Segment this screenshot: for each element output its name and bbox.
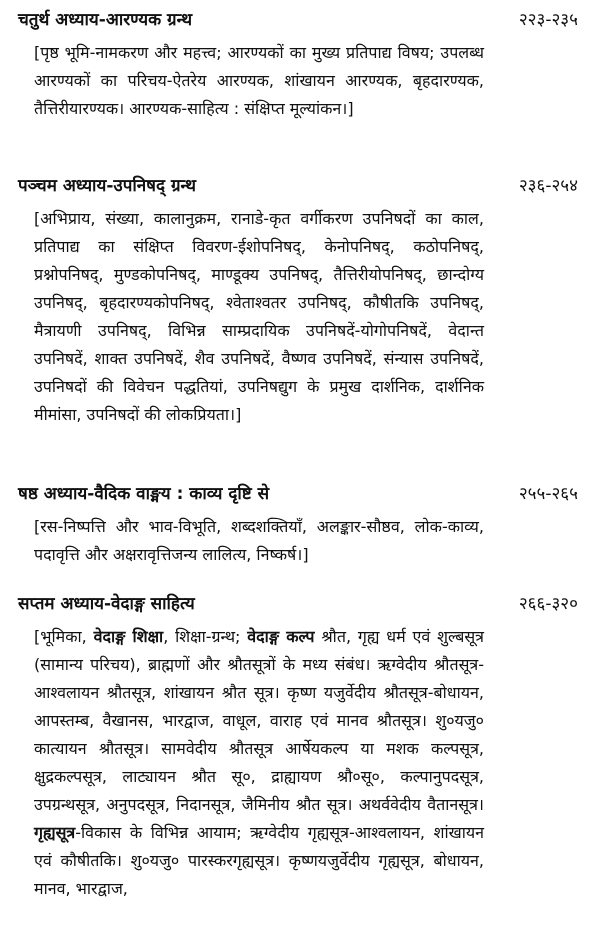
chapter-description: [रस-निष्पत्ति और भाव-विभूति, शब्दशक्तियाँ, अलङ्कार-सौष्ठव, लोक-काव्य, पदावृत्ति और अक्षरावृत्तिजन्य लालित्य, निष्कर्ष।] [34, 517, 484, 564]
description-text: [भूमिका, [34, 627, 94, 646]
chapter-4 [0, 6, 600, 118]
chapter-description [34, 623, 484, 903]
chapter-6 [0, 480, 600, 564]
chapter-page-range: २२३-२३५ [518, 10, 578, 30]
chapter-page-range: २३६-२५४ [518, 176, 578, 196]
description-bold-term: गृह्यसूत्र [34, 823, 76, 842]
chapter-header [0, 6, 600, 34]
chapter-title: सप्तम अध्याय-वेदाङ्ग साहित्य [18, 594, 195, 614]
chapter-7 [0, 590, 600, 898]
chapter-5 [0, 172, 600, 424]
chapter-header [0, 590, 600, 618]
chapter-page-range: २६६-३२० [518, 594, 578, 614]
description-bold-term: वेदाङ्ग शिक्षा [93, 627, 164, 646]
chapter-title: पञ्चम अध्याय-उपनिषद् ग्रन्थ [18, 176, 196, 196]
chapter-header [0, 172, 600, 200]
chapter-description: [पृष्ठ भूमि-नामकरण और महत्त्व; आरण्यकों का मुख्य प्रतिपाद्य विषय; उपलब्ध आरण्यकों का परिचय-ऐतरेय आरण्यक, शांखायन आरण्यक, बृहदारण्यक, तैत्तिरीयारण्यक। आरण्यक-साहित्य : संक्षिप्त मूल्यांकन।] [34, 43, 484, 118]
chapter-page-range: २५५-२६५ [518, 484, 578, 504]
description-text: , शिक्षा-ग्रन्थ; [163, 627, 248, 646]
description-text: -विकास के विभिन्न आयाम; ऋग्वेदीय गृह्यसूत्र-आश्वलायन, शांखायन एवं कौषीतकि। शु०यजु० पारस्करगृह्यसूत्र। कृष्णयजुर्वेदीय गृह्यसूत्र, बोधायन, मानव, भारद्वाज, [34, 823, 484, 898]
chapter-title: षष्ठ अध्याय-वैदिक वाङ्मय : काव्य दृष्टि से [18, 484, 270, 504]
chapter-description: [अभिप्राय, संख्या, कालानुक्रम, रानाडे-कृत वर्गीकरण उपनिषदों का काल, प्रतिपाद्य का संक्षिप्त विवरण-ईशोपनिषद्, केनोपनिषद्, कठोपनिषद्, प्रश्नोपनिषद्, मुण्डकोपनिषद्, माण्डूक्य उपनिषद्, तैत्तिरीयोपनिषद्, छान्दोग्य उपनिषद्, बृहदारण्यकोपनिषद्, श्वेताश्वतर उपनिषद्, कौषीतकि उपनिषद्, मैत्रायणी उपनिषद्, विभिन्न साम्प्रदायिक उपनिषदें-योगोपनिषदें, वेदान्त उपनिषदें, शाक्त उपनिषदें, शैव उपनिषदें, वैष्णव उपनिषदें, संन्यास उपनिषदें, उपनिषदों की विवेचन पद्धतियां, उपनिषद्युग के प्रमुख दार्शनिक, दार्शनिक मीमांसा, उपनिषदों की लोकप्रियता।] [34, 209, 484, 424]
description-text: श्रौत, गृह्य धर्म एवं शुल्बसूत्र (सामान्य परिचय), ब्राह्मणों और श्रौतसूत्रों के मध्य संबंध। ऋग्वेदीय श्रौतसूत्र-आश्वलायन श्रौतसूत्र, शांखायन श्रौत सूत्र। कृष्ण यजुर्वेदीय श्रौतसूत्र-बोधायन, आपस्तम्ब, वैखानस, भारद्वाज, वाधूल, वाराह एवं मानव श्रौतसूत्र। शु०यजु० कात्यायन श्रौतसूत्र। सामवेदीय श्रौतसूत्र आर्षेयकल्प या मशक कल्पसूत्र, क्षुद्रकल्पसूत्र, लाट्यायन श्रौत सू०, द्राह्यायण श्रौ०सू०, कल्पानुपदसूत्र, उपग्रन्थसूत्र, अनुपदसूत्र, निदानसूत्र, जैमिनीय श्रौत सूत्र। अथर्ववेदीय वैतानसूत्र। [34, 627, 484, 814]
description-bold-term: वेदाङ्ग कल्प [247, 627, 315, 646]
chapter-title: चतुर्थ अध्याय-आरण्यक ग्रन्थ [18, 10, 193, 30]
chapter-header [0, 480, 600, 508]
